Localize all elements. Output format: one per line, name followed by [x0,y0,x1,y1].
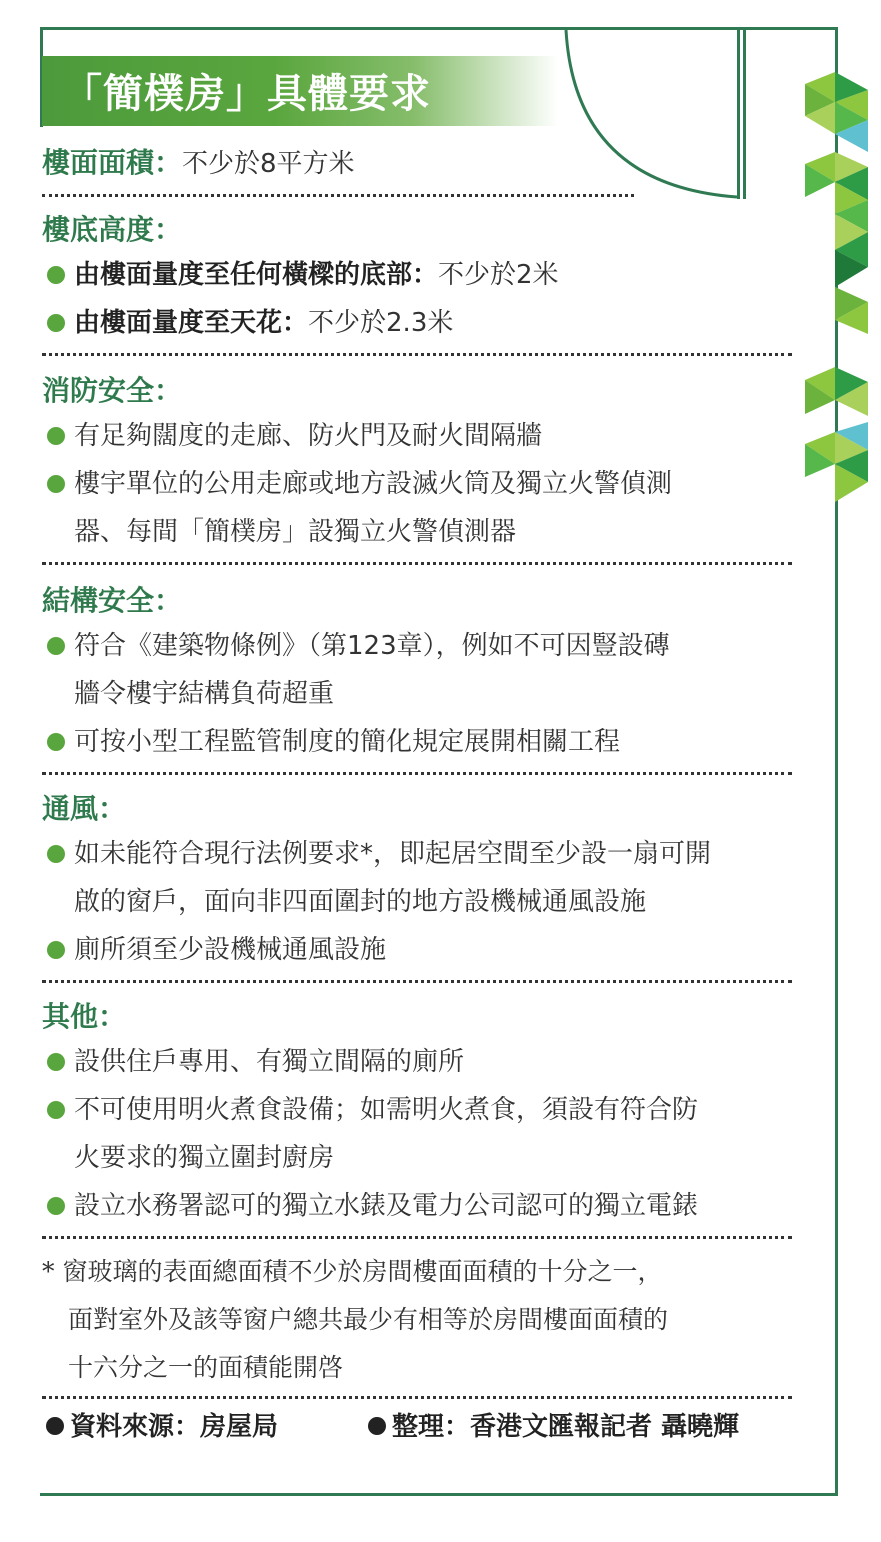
list-item [42,926,792,974]
triangle-pattern-decoration [805,72,875,512]
section-fire [42,370,792,569]
list-item [42,460,792,556]
bullet-icon [47,845,65,863]
section-height [42,209,792,360]
item-line: 啟的窗戶，面向非四面圍封的地方設機械通風設施 [74,887,647,917]
editor-text: 整理：香港文匯報記者 聶曉輝 [392,1412,740,1442]
section-ventilation [42,788,792,987]
dotted-divider [42,980,792,983]
item-line: 器、每間「簡樸房」設獨立火警偵測器 [74,517,517,547]
footnote-line: 十六分之一的面積能開啓 [68,1353,344,1382]
dotted-divider [42,562,792,565]
item-line: 樓宇單位的公用走廊或地方設滅火筒及獨立火警偵測 [74,469,673,499]
footnote-line: * 窗玻璃的表面總面積不少於房間樓面面積的十分之一， [42,1257,663,1286]
footnote [42,1248,792,1403]
item-line: 可按小型工程監管制度的簡化規定展開相關工程 [74,727,621,757]
list-item [42,1038,792,1086]
ventilation-heading: 通風： [42,792,127,825]
source-credit [46,1406,278,1443]
list-item [42,251,792,299]
item-line: 設立水務署認可的獨立水錶及電力公司認可的獨立電錶 [74,1191,699,1221]
footnote-line: 面對室外及該等窗户總共最少有相等於房間樓面面積的 [68,1305,669,1334]
bullet-icon [47,314,65,332]
dotted-divider [42,194,634,197]
height-item-label: 由樓面量度至天花： [74,308,309,338]
list-item [42,718,792,766]
bullet-icon [47,427,65,445]
bullet-icon [47,637,65,655]
fire-heading: 消防安全： [42,374,183,407]
bullet-icon [46,1417,64,1435]
dotted-divider [42,772,792,775]
bullet-icon [47,1197,65,1215]
section-area [42,142,792,201]
bullet-icon [47,733,65,751]
source-credits [42,1406,792,1452]
page-title-text: 「簡樸房」具體要求 [62,71,431,117]
item-line: 廁所須至少設機械通風設施 [74,935,387,965]
area-heading [42,142,792,184]
structure-heading: 結構安全： [42,584,183,617]
height-item-value: 不少於2米 [438,260,559,290]
bullet-icon [47,266,65,284]
section-structure [42,580,792,779]
page-title [42,56,558,126]
source-text: 資料來源：房屋局 [70,1412,279,1442]
bullet-icon [47,1101,65,1119]
item-line: 如未能符合現行法例要求*，即起居空間至少設一扇可開 [74,839,712,869]
list-item [42,1182,792,1230]
section-others [42,996,792,1243]
list-item [42,412,792,460]
item-line: 不可使用明火煮食設備；如需明火煮食，須設有符合防 [74,1095,699,1125]
editor-credit [368,1406,739,1443]
dotted-divider [42,1236,792,1239]
bullet-icon [47,475,65,493]
dotted-divider [42,1396,792,1399]
list-item [42,1086,792,1182]
area-value: 不少於8平方米 [182,149,355,179]
height-item-value: 不少於2.3米 [308,308,454,338]
bullet-icon [47,1053,65,1071]
list-item [42,299,792,347]
frame-bottom-border [40,1493,838,1496]
height-item-label: 由樓面量度至任何橫樑的底部： [74,260,439,290]
item-line: 符合《建築物條例》（第123章），例如不可因豎設磚 [74,631,670,661]
item-line: 有足夠闊度的走廊、防火門及耐火間隔牆 [74,421,543,451]
item-line: 設供住戶專用、有獨立間隔的廁所 [74,1047,465,1077]
others-heading: 其他： [42,1000,127,1033]
dotted-divider [42,353,792,356]
list-item [42,830,792,926]
area-heading-label: 樓面面積： [42,146,183,179]
bullet-icon [368,1417,386,1435]
item-line: 牆令樓宇結構負荷超重 [74,679,335,709]
item-line: 火要求的獨立圍封廚房 [74,1143,335,1173]
bullet-icon [47,941,65,959]
list-item [42,622,792,718]
height-heading: 樓底高度： [42,213,183,246]
